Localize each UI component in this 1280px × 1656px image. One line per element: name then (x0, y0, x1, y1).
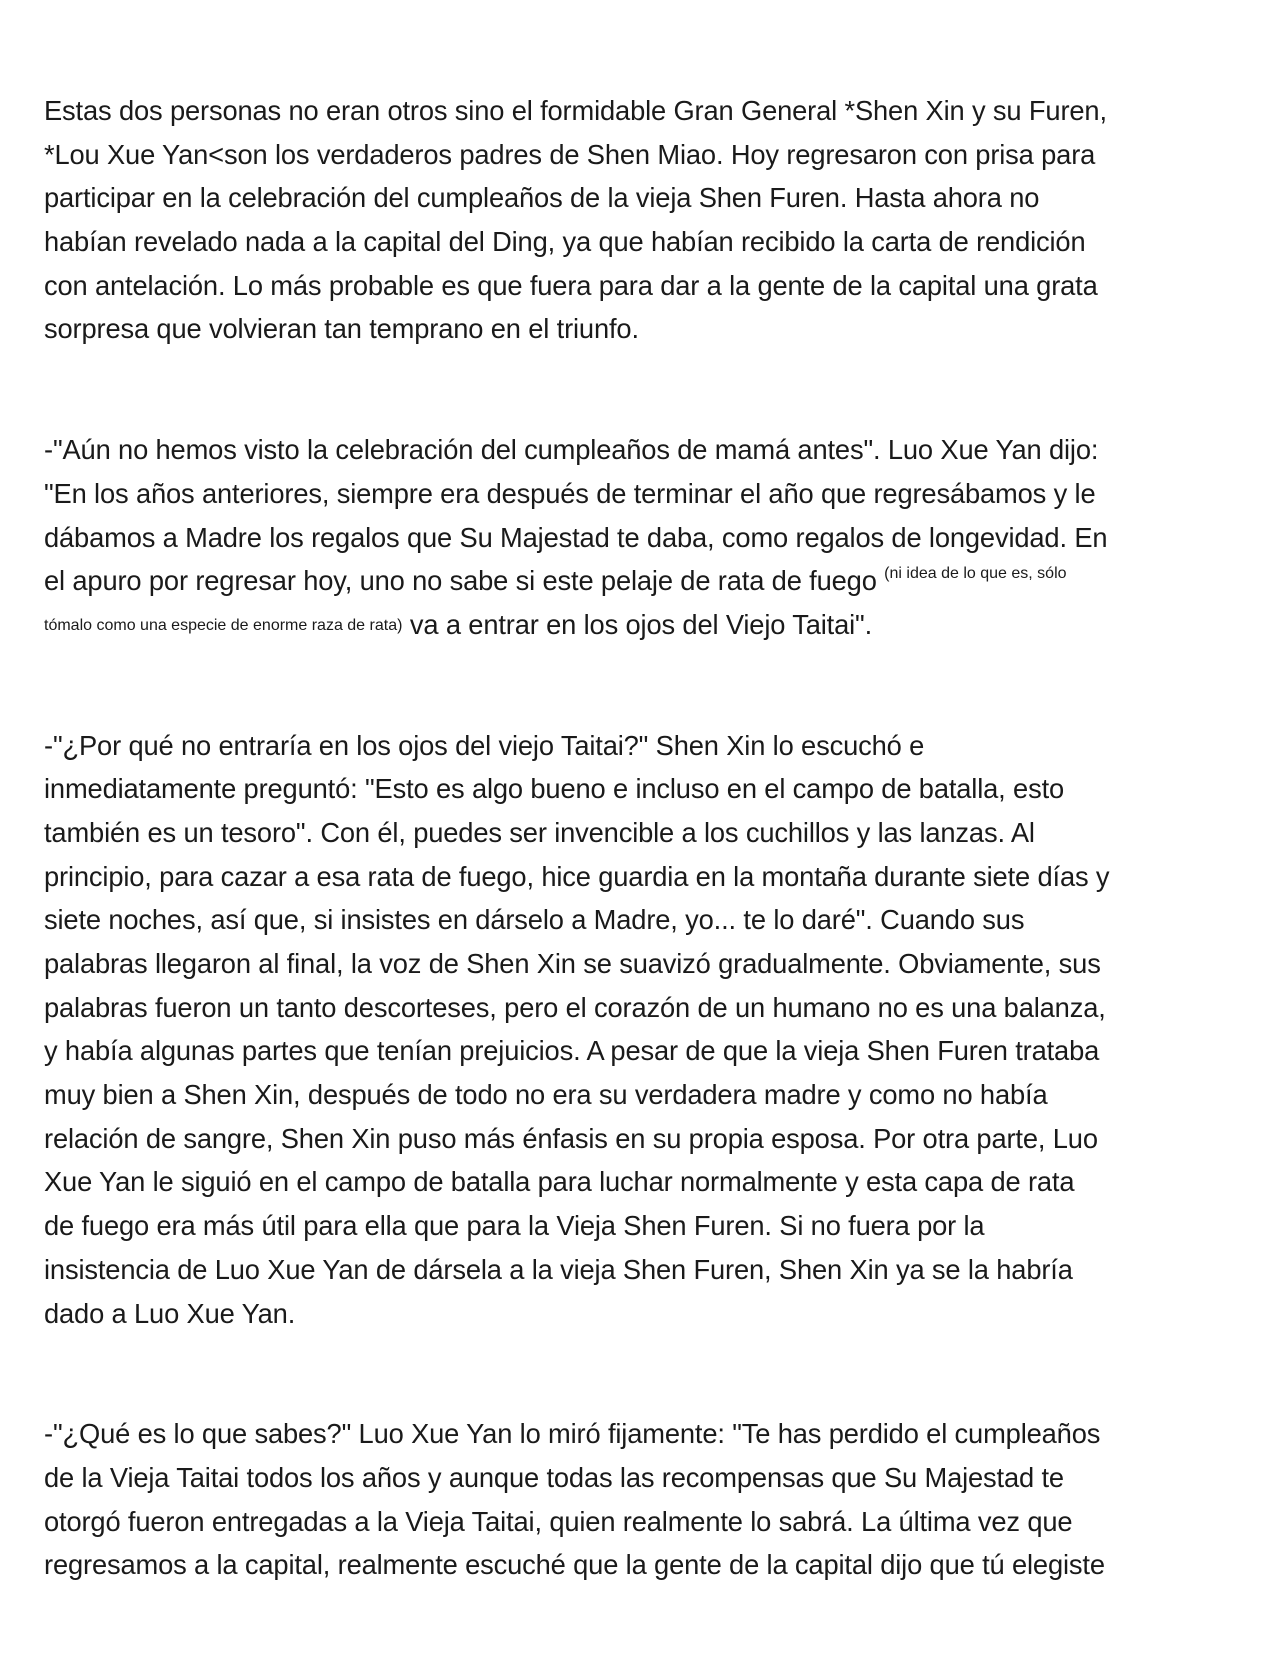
text-line-with-note (44, 603, 1244, 647)
text-line: inmediatamente preguntó: "Esto es algo bueno e incluso en el campo de batalla, esto (44, 773, 1065, 805)
text-line: "En los años anteriores, siempre era después de terminar el año que regresábamos y le (44, 477, 1096, 509)
text-line: de la Vieja Taitai todos los años y aunque todas las recompensas que Su Majestad te (44, 1461, 1064, 1493)
text-line: palabras fueron un tanto descorteses, pero el corazón de un humano no es una balanza, (44, 991, 1106, 1023)
text-line: -"¿Qué es lo que sabes?" Luo Xue Yan lo miró fijamente: "Te has perdido el cumpleaños (44, 1418, 1101, 1450)
text-line: Estas dos personas no eran otros sino el formidable Gran General *Shen Xin y su Furen, (44, 95, 1107, 126)
text-line: dábamos a Madre los regalos que Su Majestad te daba, como regalos de longevidad. En (44, 521, 1108, 553)
text-line: y había algunas partes que tenían prejuicios. A pesar de que la vieja Shen Furen trataba (44, 1035, 1100, 1067)
text-line: de fuego era más útil para ella que para la Vieja Shen Furen. Si no fuera por la (44, 1210, 985, 1242)
text-line: otorgó fueron entregadas a la Vieja Taitai, quien realmente lo sabrá. La última vez que (44, 1505, 1073, 1537)
text-segment: el apuro por regresar hoy, uno no sabe si este pelaje de rata de fuego (44, 565, 885, 597)
paragraph-2 (44, 428, 1244, 646)
paragraph-3 (44, 724, 1244, 1336)
text-line: con antelación. Lo más probable es que fuera para dar a la gente de la capital una grata (44, 269, 1098, 301)
text-line-with-note (44, 559, 1244, 603)
text-line: siete noches, así que, si insistes en dárselo a Madre, yo... te lo daré". Cuando sus (44, 904, 1025, 936)
text-line: participar en la celebración del cumpleaños de la vieja Shen Furen. Hasta ahora no (44, 182, 1040, 214)
text-line: *Lou Xue Yan<son los verdaderos padres de Shen Miao. Hoy regresaron con prisa para (44, 138, 1096, 170)
paragraph-1 (44, 89, 1244, 351)
text-line: muy bien a Shen Xin, después de todo no era su verdadera madre y como no había (44, 1079, 1048, 1111)
text-line: habían revelado nada a la capital del Ding, ya que habían recibido la carta de rendición (44, 226, 1086, 258)
text-line: regresamos a la capital, realmente escuché que la gente de la capital dijo que tú elegiste (44, 1549, 1105, 1581)
document-page (44, 89, 1244, 1587)
text-line: palabras llegaron al final, la voz de Shen Xin se suavizó gradualmente. Obviamente, sus (44, 948, 1101, 979)
translator-note-continued: tómalo como una especie de enorme raza de rata) (44, 616, 403, 634)
paragraph-4 (44, 1412, 1244, 1587)
text-line: dado a Luo Xue Yan. (44, 1297, 296, 1329)
text-line: -"Aún no hemos visto la celebración del cumpleaños de mamá antes". Luo Xue Yan dijo: (44, 434, 1099, 466)
text-line: -"¿Por qué no entraría en los ojos del viejo Taitai?" Shen Xin lo escuchó e (44, 729, 925, 761)
text-line: relación de sangre, Shen Xin puso más énfasis en su propia esposa. Por otra parte, Luo (44, 1122, 1098, 1154)
text-line: sorpresa que volvieran tan temprano en el triunfo. (44, 313, 639, 345)
text-segment: va a entrar en los ojos del Viejo Taitai". (402, 608, 873, 640)
text-line: insistencia de Luo Xue Yan de dársela a la vieja Shen Furen, Shen Xin ya se la habría (44, 1253, 1073, 1285)
translator-note: (ni idea de lo que es, sólo (884, 565, 1067, 583)
text-line: también es un tesoro". Con él, puedes ser invencible a los cuchillos y las lanzas. Al (44, 816, 1035, 848)
text-line: Xue Yan le siguió en el campo de batalla para luchar normalmente y esta capa de rata (44, 1166, 1075, 1198)
text-line: principio, para cazar a esa rata de fuego, hice guardia en la montaña durante siete días y (44, 860, 1110, 892)
